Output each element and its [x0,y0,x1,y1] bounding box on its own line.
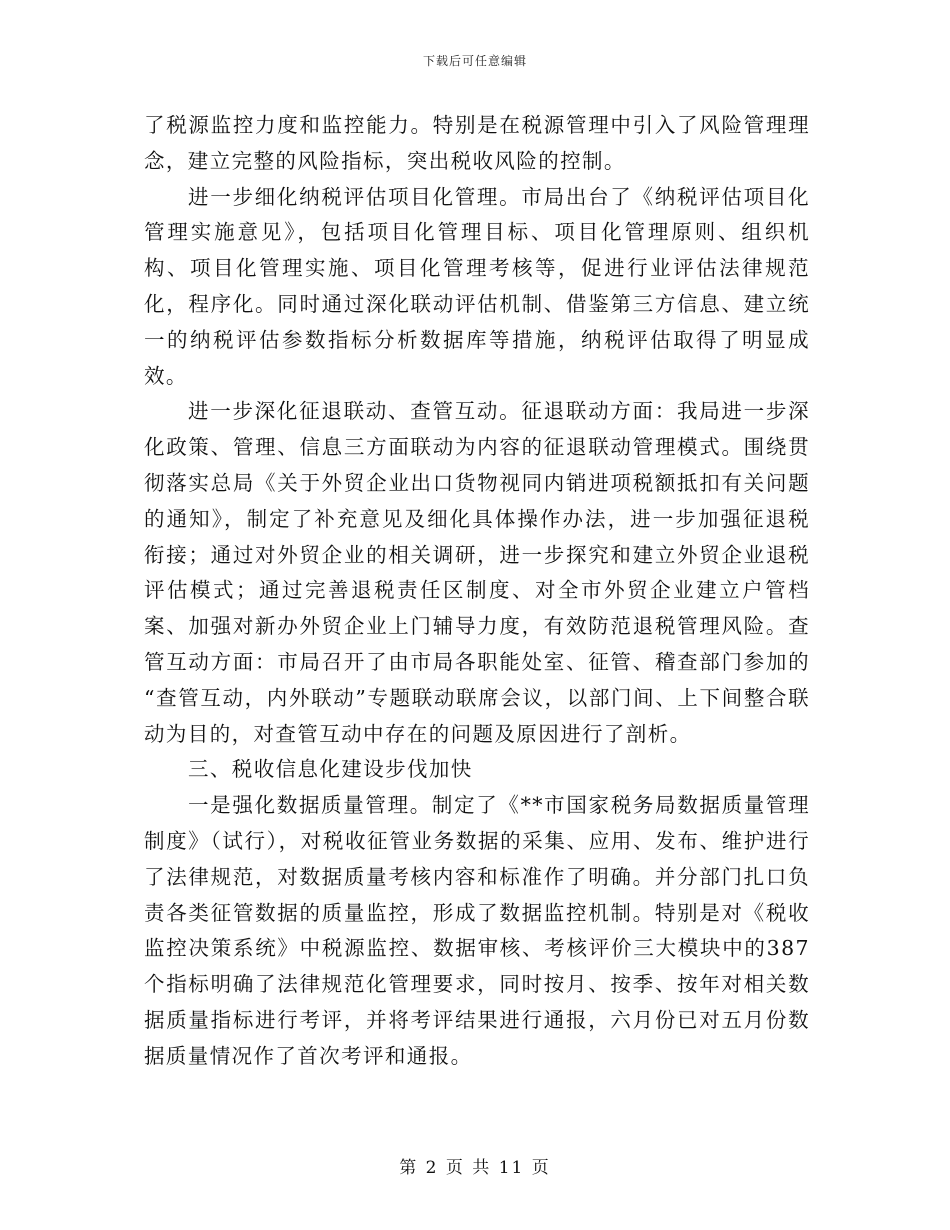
paragraph-evaluation-project-management: 进一步细化纳税评估项目化管理。市局出台了《纳税评估项目化管理实施意见》，包括项目化管理目标、项目化管理原则、组织机构、项目化管理实施、项目化管理考核等，促进行业评估法律规范化，程序化。同时通过深化联动评估机制、借鉴第三方信息、建立统一的纳税评估参数指标分析数据库等措施，纳税评估取得了明显成效。 [144,184,810,388]
page-footer: 第 2 页 共 11 页 [399,1158,551,1178]
paragraph-continuation: 了税源监控力度和监控能力。特别是在税源管理中引入了风险管理理念，建立完整的风险指标，突出税收风险的控制。 [144,113,810,173]
document-body [144,108,810,1075]
paragraph-tax-refund-linkage: 进一步深化征退联动、查管互动。征退联动方面：我局进一步深化政策、管理、信息三方面联动为内容的征退联动管理模式。围绕贯彻落实总局《关于外贸企业出口货物视同内销进项税额抵扣有关问题的通知》，制定了补充意见及细化具体操作办法，进一步加强征退税衔接；通过对外贸企业的相关调研，进一步探究和建立外贸企业退税评估模式；通过完善退税责任区制度、对全市外贸企业建立户管档案、加强对新办外贸企业上门辅导力度，有效防范退税管理风险。查管互动方面：市局召开了由市局各职能处室、征管、稽查部门参加的 “查管互动，内外联动”专题联动联席会议，以部门间、上下间整合联动为目的，对查管互动中存在的问题及原因进行了剖析。 [144,399,810,746]
page-header: 下载后可任意编辑 [422,54,527,68]
paragraph-data-quality: 一是强化数据质量管理。制定了《**市国家税务局数据质量管理制度》（试行），对税收征管业务数据的采集、应用、发布、维护进行了法律规范，对数据质量考核内容和标准作了明确。并分部门扎口负责各类征管数据的质量监控，形成了数据监控机制。特别是对《税收监控决策系统》中税源监控、数据审核、考核评价三大模块中的387个指标明确了法律规范化管理要求，同时按月、按季、按年对相关数据质量指标进行考评，并将考评结果进行通报，六月份已对五月份数据质量情况作了首次考评和通报。 [144,793,810,1068]
section-heading-informatization: 三、税收信息化建设步伐加快 [188,757,473,782]
